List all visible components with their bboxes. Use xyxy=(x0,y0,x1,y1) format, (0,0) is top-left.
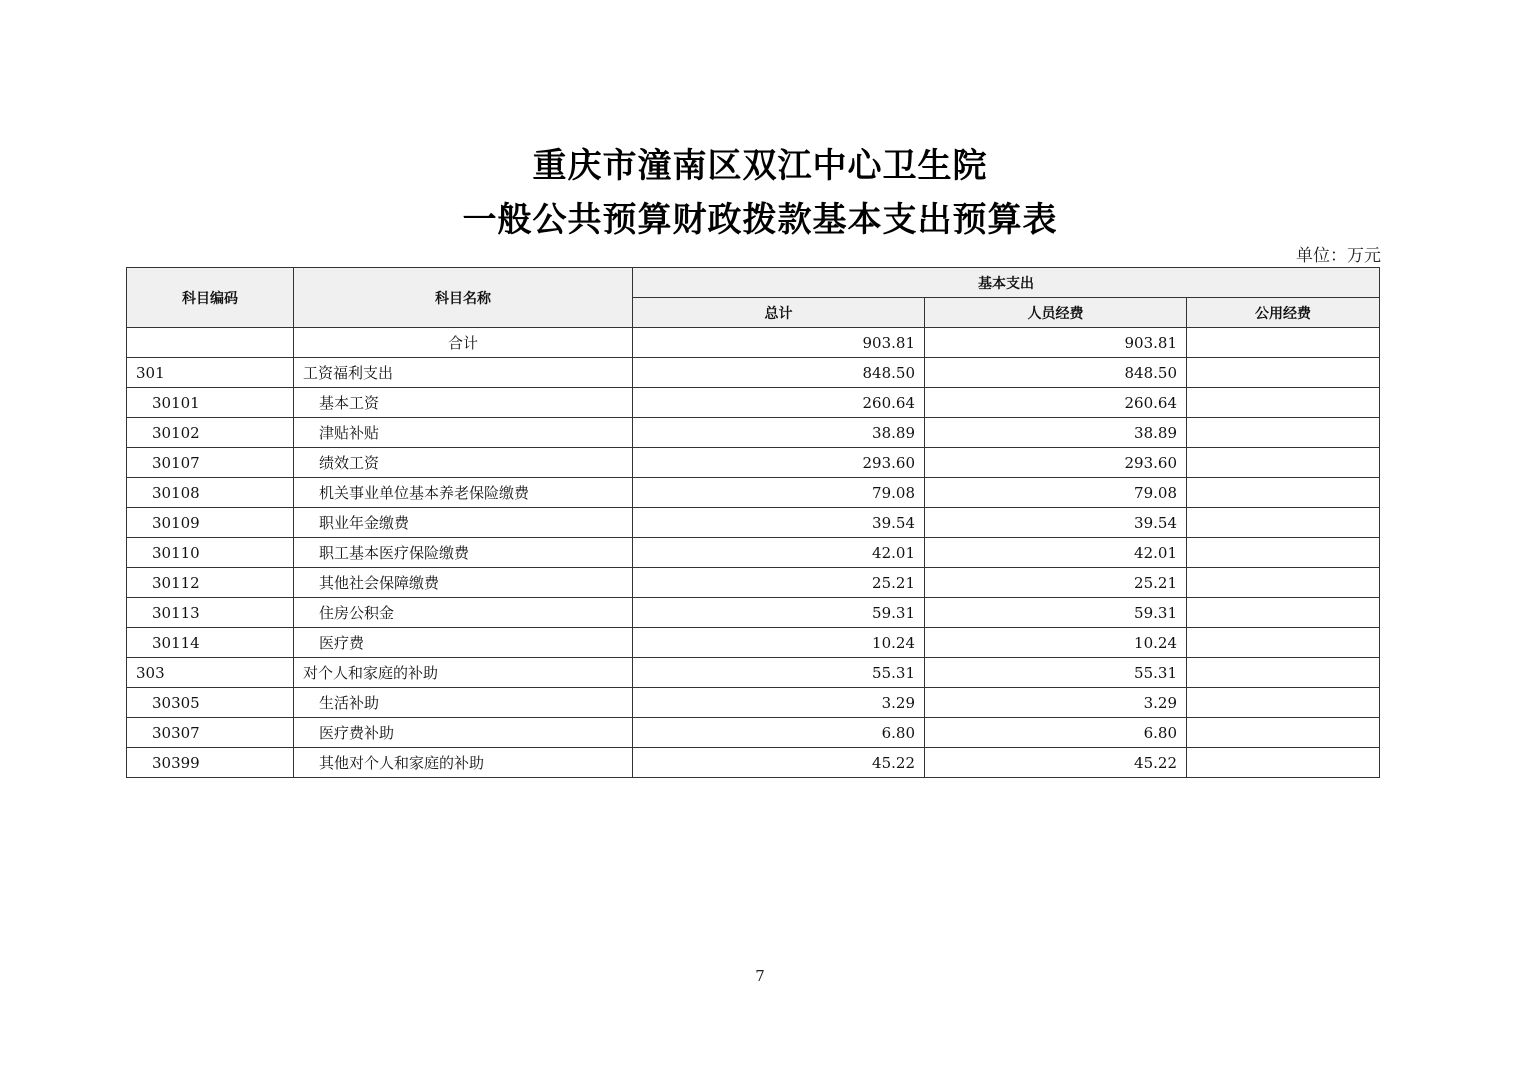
table-row xyxy=(127,358,1380,388)
row-total: 79.08 xyxy=(633,478,925,508)
header-name: 科目名称 xyxy=(294,268,633,328)
table-row xyxy=(127,718,1380,748)
table-row xyxy=(127,598,1380,628)
row-name: 职工基本医疗保险缴费 xyxy=(294,538,633,568)
table-row xyxy=(127,538,1380,568)
row-total: 6.80 xyxy=(633,718,925,748)
row-personnel: 39.54 xyxy=(925,508,1187,538)
row-personnel: 42.01 xyxy=(925,538,1187,568)
row-total: 55.31 xyxy=(633,658,925,688)
table-row xyxy=(127,478,1380,508)
header-public: 公用经费 xyxy=(1187,298,1380,328)
row-name: 机关事业单位基本养老保险缴费 xyxy=(294,478,633,508)
row-total: 42.01 xyxy=(633,538,925,568)
page-number: 7 xyxy=(755,967,765,985)
row-name: 其他社会保障缴费 xyxy=(294,568,633,598)
row-total: 25.21 xyxy=(633,568,925,598)
row-public xyxy=(1187,478,1380,508)
row-personnel: 59.31 xyxy=(925,598,1187,628)
row-name: 对个人和家庭的补助 xyxy=(294,658,633,688)
row-code: 30114 xyxy=(127,628,294,658)
table-row xyxy=(127,748,1380,778)
row-public xyxy=(1187,418,1380,448)
row-personnel: 6.80 xyxy=(925,718,1187,748)
row-name: 医疗费 xyxy=(294,628,633,658)
row-public xyxy=(1187,358,1380,388)
row-name: 基本工资 xyxy=(294,388,633,418)
header-personnel: 人员经费 xyxy=(925,298,1187,328)
table-row xyxy=(127,418,1380,448)
row-code: 30101 xyxy=(127,388,294,418)
row-total: 848.50 xyxy=(633,358,925,388)
row-total: 59.31 xyxy=(633,598,925,628)
total-personnel: 903.81 xyxy=(925,328,1187,358)
row-public xyxy=(1187,568,1380,598)
row-name: 其他对个人和家庭的补助 xyxy=(294,748,633,778)
header-total: 总计 xyxy=(633,298,925,328)
row-code: 30305 xyxy=(127,688,294,718)
row-code: 301 xyxy=(127,358,294,388)
header-basic-expenditure: 基本支出 xyxy=(633,268,1380,298)
row-public xyxy=(1187,538,1380,568)
total-total: 903.81 xyxy=(633,328,925,358)
table-row xyxy=(127,568,1380,598)
row-public xyxy=(1187,598,1380,628)
row-personnel: 38.89 xyxy=(925,418,1187,448)
page-title-line2: 一般公共预算财政拨款基本支出预算表 xyxy=(462,200,1058,240)
row-code: 30307 xyxy=(127,718,294,748)
row-personnel: 55.31 xyxy=(925,658,1187,688)
table-row xyxy=(127,688,1380,718)
row-personnel: 45.22 xyxy=(925,748,1187,778)
unit-label: 单位：万元 xyxy=(1296,246,1381,266)
table-row xyxy=(127,658,1380,688)
table-row xyxy=(127,448,1380,478)
row-total: 10.24 xyxy=(633,628,925,658)
page-title-line1: 重庆市潼南区双江中心卫生院 xyxy=(532,146,988,186)
total-code xyxy=(127,328,294,358)
total-row xyxy=(127,328,1380,358)
row-total: 45.22 xyxy=(633,748,925,778)
row-public xyxy=(1187,448,1380,478)
row-total: 260.64 xyxy=(633,388,925,418)
row-public xyxy=(1187,718,1380,748)
row-name: 生活补助 xyxy=(294,688,633,718)
total-public xyxy=(1187,328,1380,358)
row-personnel: 260.64 xyxy=(925,388,1187,418)
row-code: 30102 xyxy=(127,418,294,448)
total-name: 合计 xyxy=(294,328,633,358)
row-name: 津贴补贴 xyxy=(294,418,633,448)
row-code: 30113 xyxy=(127,598,294,628)
row-public xyxy=(1187,748,1380,778)
row-total: 39.54 xyxy=(633,508,925,538)
table-row xyxy=(127,508,1380,538)
row-personnel: 10.24 xyxy=(925,628,1187,658)
row-name: 职业年金缴费 xyxy=(294,508,633,538)
table-row xyxy=(127,628,1380,658)
row-personnel: 3.29 xyxy=(925,688,1187,718)
row-name: 住房公积金 xyxy=(294,598,633,628)
row-total: 3.29 xyxy=(633,688,925,718)
row-public xyxy=(1187,508,1380,538)
row-public xyxy=(1187,388,1380,418)
row-code: 30107 xyxy=(127,448,294,478)
row-name: 绩效工资 xyxy=(294,448,633,478)
row-personnel: 293.60 xyxy=(925,448,1187,478)
row-code: 30112 xyxy=(127,568,294,598)
row-code: 303 xyxy=(127,658,294,688)
row-name: 工资福利支出 xyxy=(294,358,633,388)
row-personnel: 79.08 xyxy=(925,478,1187,508)
row-personnel: 848.50 xyxy=(925,358,1187,388)
row-code: 30399 xyxy=(127,748,294,778)
row-public xyxy=(1187,658,1380,688)
row-code: 30108 xyxy=(127,478,294,508)
row-code: 30109 xyxy=(127,508,294,538)
row-public xyxy=(1187,688,1380,718)
row-code: 30110 xyxy=(127,538,294,568)
row-personnel: 25.21 xyxy=(925,568,1187,598)
row-public xyxy=(1187,628,1380,658)
row-name: 医疗费补助 xyxy=(294,718,633,748)
row-total: 38.89 xyxy=(633,418,925,448)
header-code: 科目编码 xyxy=(127,268,294,328)
budget-table xyxy=(126,267,1380,778)
row-total: 293.60 xyxy=(633,448,925,478)
table-row xyxy=(127,388,1380,418)
